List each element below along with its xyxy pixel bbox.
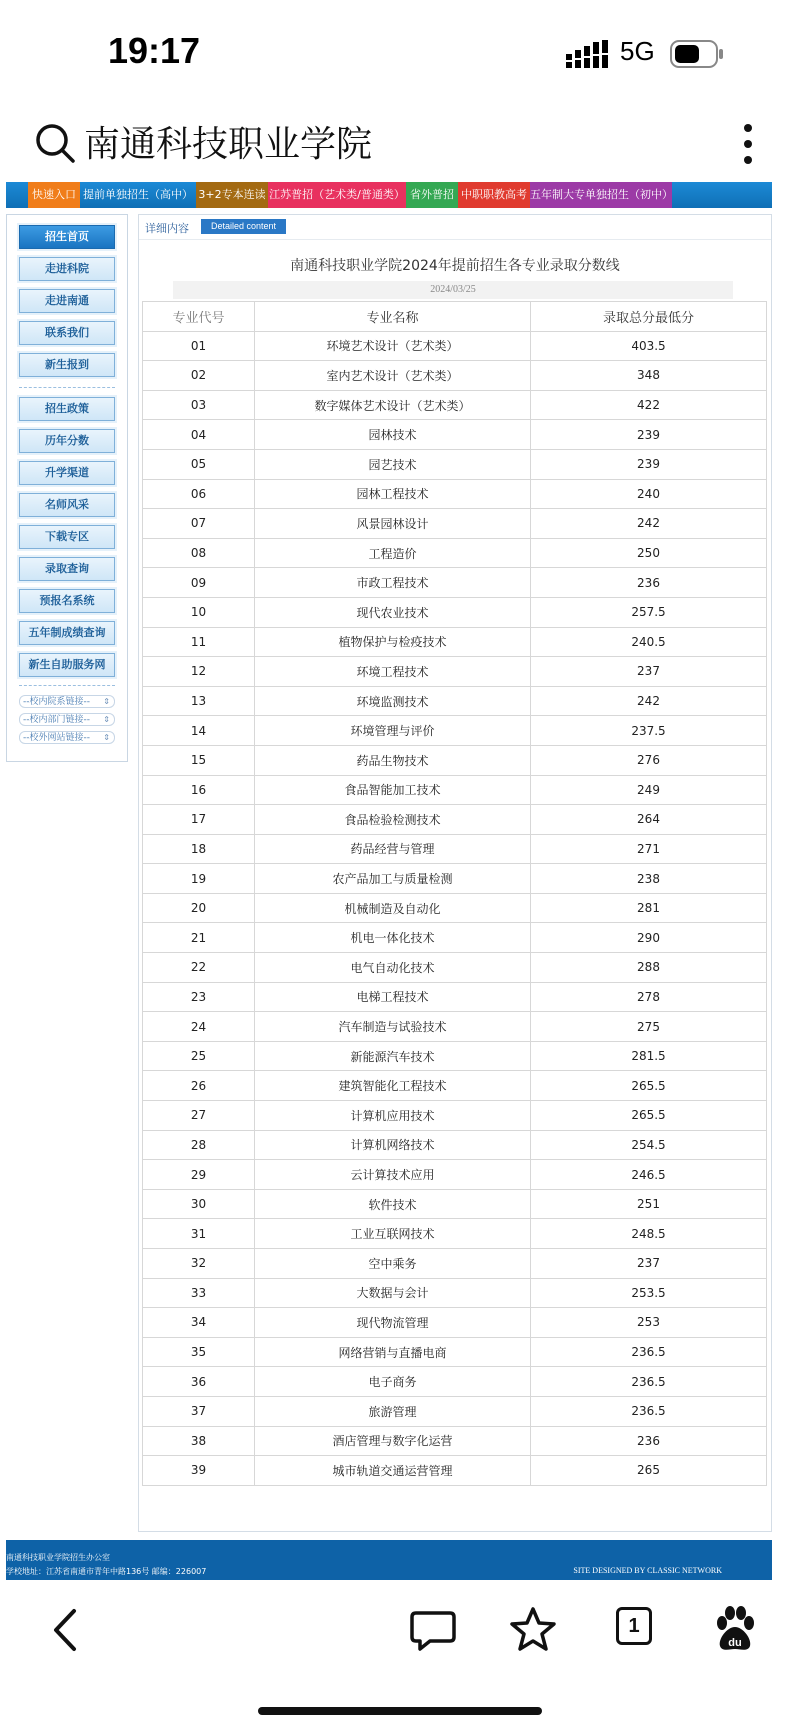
cell-major: 园艺技术 bbox=[255, 449, 531, 479]
column-header-code: 专业代号 bbox=[143, 302, 255, 332]
signal-icon bbox=[566, 40, 610, 68]
cell-major: 植物保护与检疫技术 bbox=[255, 627, 531, 657]
site-footer bbox=[6, 1540, 772, 1580]
table-row bbox=[143, 1189, 767, 1219]
footer-credit: SITE DESIGNED BY CLASSIC NETWORK bbox=[573, 1566, 722, 1575]
sidebar-item-teachers[interactable]: 名师风采 bbox=[19, 493, 115, 517]
table-row bbox=[143, 805, 767, 835]
cell-code: 04 bbox=[143, 420, 255, 450]
cell-code: 18 bbox=[143, 834, 255, 864]
sidebar-item-contact[interactable]: 联系我们 bbox=[19, 321, 115, 345]
more-options-icon[interactable] bbox=[738, 122, 758, 166]
cell-code: 02 bbox=[143, 361, 255, 391]
cell-code: 33 bbox=[143, 1278, 255, 1308]
cell-major: 园林工程技术 bbox=[255, 479, 531, 509]
cell-min-score: 253 bbox=[531, 1308, 767, 1338]
cell-major: 现代农业技术 bbox=[255, 597, 531, 627]
table-row bbox=[143, 449, 767, 479]
cell-major: 环境管理与评价 bbox=[255, 716, 531, 746]
cell-code: 11 bbox=[143, 627, 255, 657]
cell-min-score: 236.5 bbox=[531, 1367, 767, 1397]
cell-min-score: 236.5 bbox=[531, 1337, 767, 1367]
table-row bbox=[143, 1367, 767, 1397]
table-row bbox=[143, 1456, 767, 1486]
table-row bbox=[143, 1041, 767, 1071]
cell-major: 网络营销与直播电商 bbox=[255, 1337, 531, 1367]
cell-min-score: 281.5 bbox=[531, 1041, 767, 1071]
home-indicator bbox=[258, 1707, 542, 1715]
cell-min-score: 281 bbox=[531, 893, 767, 923]
cell-code: 01 bbox=[143, 331, 255, 361]
sidebar-divider bbox=[19, 685, 115, 686]
cell-min-score: 250 bbox=[531, 538, 767, 568]
comment-icon[interactable] bbox=[408, 1605, 458, 1655]
campus-offices-select[interactable] bbox=[19, 713, 115, 726]
cell-code: 28 bbox=[143, 1130, 255, 1160]
cell-code: 39 bbox=[143, 1456, 255, 1486]
cell-min-score: 242 bbox=[531, 509, 767, 539]
sidebar-item-downloads[interactable]: 下载专区 bbox=[19, 525, 115, 549]
admission-score-table bbox=[142, 301, 767, 1486]
cell-major: 市政工程技术 bbox=[255, 568, 531, 598]
table-row bbox=[143, 775, 767, 805]
table-row bbox=[143, 923, 767, 953]
cell-min-score: 265.5 bbox=[531, 1071, 767, 1101]
chevron-updown-icon: ⇕ bbox=[103, 697, 110, 706]
status-bar bbox=[0, 0, 800, 110]
table-row bbox=[143, 627, 767, 657]
cell-major: 旅游管理 bbox=[255, 1396, 531, 1426]
cell-major: 机电一体化技术 bbox=[255, 923, 531, 953]
table-row bbox=[143, 568, 767, 598]
table-row bbox=[143, 953, 767, 983]
cell-code: 10 bbox=[143, 597, 255, 627]
cell-code: 09 bbox=[143, 568, 255, 598]
cell-major: 城市轨道交通运营管理 bbox=[255, 1456, 531, 1486]
publish-date: 2024/03/25 bbox=[173, 281, 733, 299]
cell-major: 机械制造及自动化 bbox=[255, 893, 531, 923]
cell-major: 数字媒体艺术设计（艺术类） bbox=[255, 390, 531, 420]
nav-quick-entry[interactable]: 快速入口 bbox=[28, 182, 80, 208]
cell-code: 38 bbox=[143, 1426, 255, 1456]
cell-code: 35 bbox=[143, 1337, 255, 1367]
cell-major: 计算机应用技术 bbox=[255, 1101, 531, 1131]
cell-major: 药品经营与管理 bbox=[255, 834, 531, 864]
cell-min-score: 239 bbox=[531, 449, 767, 479]
cell-major: 软件技术 bbox=[255, 1189, 531, 1219]
cell-code: 25 bbox=[143, 1041, 255, 1071]
nav-out-of-province[interactable]: 省外普招 bbox=[406, 182, 458, 208]
cell-code: 15 bbox=[143, 745, 255, 775]
cell-min-score: 240 bbox=[531, 479, 767, 509]
cell-min-score: 236.5 bbox=[531, 1396, 767, 1426]
cell-major: 园林技术 bbox=[255, 420, 531, 450]
cell-min-score: 239 bbox=[531, 420, 767, 450]
cell-code: 36 bbox=[143, 1367, 255, 1397]
cell-major: 大数据与会计 bbox=[255, 1278, 531, 1308]
table-row bbox=[143, 390, 767, 420]
cell-major: 电梯工程技术 bbox=[255, 982, 531, 1012]
sidebar-item-admission-query[interactable]: 录取查询 bbox=[19, 557, 115, 581]
page-title: 南通科技职业学院2024年提前招生各专业录取分数线 bbox=[290, 258, 620, 274]
sidebar-item-about[interactable]: 走进科院 bbox=[19, 257, 115, 281]
cell-major: 计算机网络技术 bbox=[255, 1130, 531, 1160]
cell-code: 32 bbox=[143, 1249, 255, 1279]
cell-code: 14 bbox=[143, 716, 255, 746]
table-row bbox=[143, 1249, 767, 1279]
sidebar-item-past-scores[interactable]: 历年分数 bbox=[19, 429, 115, 453]
sidebar-item-home[interactable]: 招生首页 bbox=[19, 225, 115, 249]
table-body bbox=[143, 331, 767, 1485]
table-row bbox=[143, 864, 767, 894]
network-type: 5G bbox=[620, 36, 655, 66]
cell-min-score: 237 bbox=[531, 1249, 767, 1279]
cell-code: 13 bbox=[143, 686, 255, 716]
sidebar-item-pre-registration[interactable]: 预报名系统 bbox=[19, 589, 115, 613]
cell-min-score: 248.5 bbox=[531, 1219, 767, 1249]
table-row bbox=[143, 1219, 767, 1249]
content-panel bbox=[138, 214, 772, 1532]
cell-min-score: 240.5 bbox=[531, 627, 767, 657]
cell-min-score: 236 bbox=[531, 568, 767, 598]
column-header-min-score: 录取总分最低分 bbox=[531, 302, 767, 332]
cell-code: 06 bbox=[143, 479, 255, 509]
cell-code: 26 bbox=[143, 1071, 255, 1101]
table-row bbox=[143, 1308, 767, 1338]
cell-min-score: 236 bbox=[531, 1426, 767, 1456]
table-row bbox=[143, 1071, 767, 1101]
chevron-updown-icon: ⇕ bbox=[103, 733, 110, 742]
cell-code: 24 bbox=[143, 1012, 255, 1042]
cell-code: 34 bbox=[143, 1308, 255, 1338]
table-row bbox=[143, 982, 767, 1012]
sidebar-item-five-year-scores[interactable]: 五年制成绩查询 bbox=[19, 621, 115, 645]
sidebar-item-self-service[interactable]: 新生自助服务网 bbox=[19, 653, 115, 677]
cell-min-score: 242 bbox=[531, 686, 767, 716]
sidebar-item-policy[interactable]: 招生政策 bbox=[19, 397, 115, 421]
table-row bbox=[143, 745, 767, 775]
cell-min-score: 253.5 bbox=[531, 1278, 767, 1308]
nav-jiangsu-general[interactable]: 江苏普招（艺术类/普通类） bbox=[268, 182, 406, 208]
table-row bbox=[143, 1160, 767, 1190]
cell-min-score: 251 bbox=[531, 1189, 767, 1219]
cell-major: 农产品加工与质量检测 bbox=[255, 864, 531, 894]
cell-code: 17 bbox=[143, 805, 255, 835]
cell-code: 20 bbox=[143, 893, 255, 923]
cell-min-score: 288 bbox=[531, 953, 767, 983]
battery-icon bbox=[670, 40, 724, 68]
cell-major: 环境艺术设计（艺术类） bbox=[255, 331, 531, 361]
select-label: --校内院系链接-- bbox=[23, 697, 90, 707]
cell-code: 21 bbox=[143, 923, 255, 953]
nav-five-year[interactable]: 五年制大专单独招生（初中） bbox=[530, 182, 672, 208]
cell-min-score: 257.5 bbox=[531, 597, 767, 627]
cell-min-score: 246.5 bbox=[531, 1160, 767, 1190]
cell-major: 药品生物技术 bbox=[255, 745, 531, 775]
cell-min-score: 238 bbox=[531, 864, 767, 894]
svg-text:du: du bbox=[728, 1637, 742, 1649]
table-row bbox=[143, 1396, 767, 1426]
cell-major: 室内艺术设计（艺术类） bbox=[255, 361, 531, 391]
table-row bbox=[143, 1012, 767, 1042]
cell-major: 工程造价 bbox=[255, 538, 531, 568]
cell-min-score: 276 bbox=[531, 745, 767, 775]
table-row bbox=[143, 834, 767, 864]
cell-major: 汽车制造与试验技术 bbox=[255, 1012, 531, 1042]
footer-address: 学校地址：江苏省南通市青年中路136号 邮编：226007 bbox=[6, 1567, 207, 1576]
cell-min-score: 403.5 bbox=[531, 331, 767, 361]
webpage bbox=[6, 182, 772, 1580]
table-row bbox=[143, 420, 767, 450]
cell-major: 风景园林设计 bbox=[255, 509, 531, 539]
column-header-major: 专业名称 bbox=[255, 302, 531, 332]
cell-min-score: 290 bbox=[531, 923, 767, 953]
cell-min-score: 348 bbox=[531, 361, 767, 391]
cell-code: 05 bbox=[143, 449, 255, 479]
table-row bbox=[143, 361, 767, 391]
cell-min-score: 275 bbox=[531, 1012, 767, 1042]
browser-search-header bbox=[0, 110, 800, 180]
sidebar bbox=[6, 214, 128, 762]
cell-major: 电子商务 bbox=[255, 1367, 531, 1397]
cell-min-score: 264 bbox=[531, 805, 767, 835]
detail-tab-badge: Detailed content bbox=[201, 219, 286, 234]
cell-major: 环境监测技术 bbox=[255, 686, 531, 716]
table-row bbox=[143, 509, 767, 539]
cell-code: 23 bbox=[143, 982, 255, 1012]
cell-code: 27 bbox=[143, 1101, 255, 1131]
cell-code: 31 bbox=[143, 1219, 255, 1249]
detail-tabs bbox=[139, 215, 771, 240]
cell-min-score: 237 bbox=[531, 657, 767, 687]
cell-major: 现代物流管理 bbox=[255, 1308, 531, 1338]
cell-major: 电气自动化技术 bbox=[255, 953, 531, 983]
cell-major: 酒店管理与数字化运营 bbox=[255, 1426, 531, 1456]
tabs-count-button[interactable]: 1 bbox=[616, 1607, 652, 1645]
table-row bbox=[143, 657, 767, 687]
cell-min-score: 249 bbox=[531, 775, 767, 805]
select-label: --校内部门链接-- bbox=[23, 715, 90, 725]
cell-min-score: 237.5 bbox=[531, 716, 767, 746]
cell-major: 云计算技术应用 bbox=[255, 1160, 531, 1190]
cell-min-score: 265.5 bbox=[531, 1101, 767, 1131]
select-label: --校外网站链接-- bbox=[23, 733, 90, 743]
cell-min-score: 265 bbox=[531, 1456, 767, 1486]
top-navigation bbox=[6, 182, 772, 208]
cell-min-score: 278 bbox=[531, 982, 767, 1012]
cell-min-score: 271 bbox=[531, 834, 767, 864]
cell-code: 37 bbox=[143, 1396, 255, 1426]
table-row bbox=[143, 686, 767, 716]
search-icon[interactable] bbox=[34, 122, 76, 164]
cell-major: 食品智能加工技术 bbox=[255, 775, 531, 805]
back-icon[interactable] bbox=[42, 1605, 92, 1655]
nav-early-admission[interactable]: 提前单独招生（高中） bbox=[83, 188, 193, 201]
cell-code: 16 bbox=[143, 775, 255, 805]
star-icon[interactable] bbox=[508, 1605, 558, 1655]
nav-3plus2[interactable]: 3+2专本连读 bbox=[196, 182, 268, 208]
cell-major: 环境工程技术 bbox=[255, 657, 531, 687]
cell-major: 新能源汽车技术 bbox=[255, 1041, 531, 1071]
cell-code: 07 bbox=[143, 509, 255, 539]
cell-major: 空中乘务 bbox=[255, 1249, 531, 1279]
browser-bottom-toolbar bbox=[0, 1585, 800, 1675]
table-row bbox=[143, 1101, 767, 1131]
nav-vocational-exam[interactable]: 中职职教高考 bbox=[458, 182, 530, 208]
chevron-updown-icon: ⇕ bbox=[103, 715, 110, 724]
cell-major: 工业互联网技术 bbox=[255, 1219, 531, 1249]
sidebar-divider bbox=[19, 387, 115, 388]
table-row bbox=[143, 597, 767, 627]
cell-code: 03 bbox=[143, 390, 255, 420]
sidebar-item-pathways[interactable]: 升学渠道 bbox=[19, 461, 115, 485]
table-row bbox=[143, 716, 767, 746]
table-row bbox=[143, 479, 767, 509]
external-sites-select[interactable] bbox=[19, 731, 115, 744]
cell-min-score: 254.5 bbox=[531, 1130, 767, 1160]
table-row bbox=[143, 1337, 767, 1367]
table-row bbox=[143, 893, 767, 923]
cell-code: 19 bbox=[143, 864, 255, 894]
footer-office: 南通科技职业学院招生办公室 bbox=[6, 1553, 110, 1562]
table-row bbox=[143, 1130, 767, 1160]
table-row bbox=[143, 1426, 767, 1456]
cell-code: 30 bbox=[143, 1189, 255, 1219]
baidu-paw-icon[interactable] bbox=[710, 1605, 760, 1655]
search-query[interactable]: 南通科技职业学院 bbox=[84, 124, 373, 165]
table-row bbox=[143, 331, 767, 361]
table-header-row bbox=[143, 302, 767, 332]
table-row bbox=[143, 1278, 767, 1308]
cell-min-score: 422 bbox=[531, 390, 767, 420]
cell-code: 29 bbox=[143, 1160, 255, 1190]
table-row bbox=[143, 538, 767, 568]
cell-major: 食品检验检测技术 bbox=[255, 805, 531, 835]
status-time: 19:17 bbox=[108, 30, 201, 71]
cell-major: 建筑智能化工程技术 bbox=[255, 1071, 531, 1101]
detail-tab-label: 详细内容 bbox=[145, 222, 189, 235]
sidebar-item-freshman[interactable]: 新生报到 bbox=[19, 353, 115, 377]
cell-code: 22 bbox=[143, 953, 255, 983]
cell-code: 12 bbox=[143, 657, 255, 687]
cell-code: 08 bbox=[143, 538, 255, 568]
campus-departments-select[interactable] bbox=[19, 695, 115, 708]
sidebar-item-nantong[interactable]: 走进南通 bbox=[19, 289, 115, 313]
